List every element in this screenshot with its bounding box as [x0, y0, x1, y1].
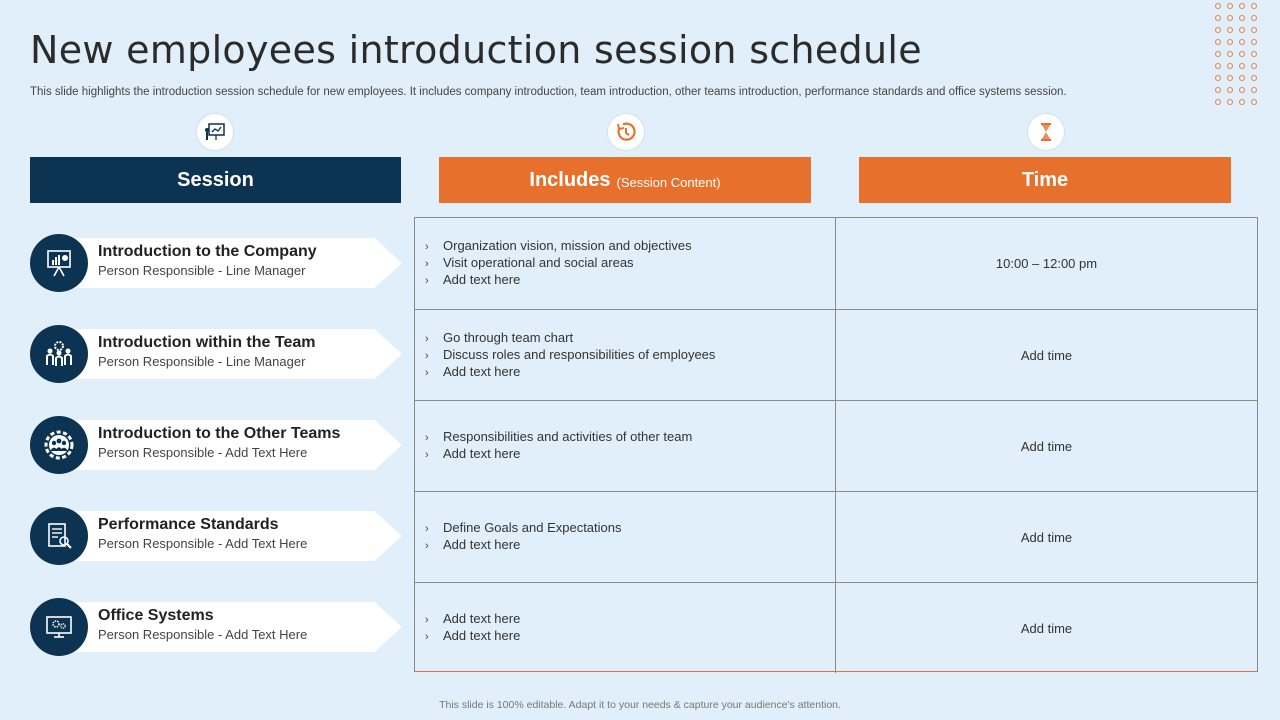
includes-cell: › Organization vision, mission and objectives › Visit operational and social areas › Add text here	[415, 218, 836, 309]
time-header: Time	[859, 157, 1231, 203]
table-row	[415, 218, 1257, 309]
bullet-icon: ›	[425, 275, 429, 287]
bullet-icon: ›	[425, 449, 429, 461]
session-title: Introduction within the Team	[98, 334, 316, 351]
includes-cell: › Add text here › Add text here	[415, 583, 836, 673]
page-subtitle: This slide highlights the introduction session schedule for new employees. It includes company introduction, team introduction, other teams introduction, performance standards and office systems session.	[30, 86, 1067, 98]
hourglass-icon	[1028, 114, 1064, 150]
session-person: Person Responsible - Line Manager	[98, 263, 306, 278]
presentation-icon	[197, 114, 233, 150]
includes-cell: › Define Goals and Expectations › Add text here	[415, 492, 836, 582]
time-cell: Add time	[1020, 438, 1073, 454]
session-person: Person Responsible - Add Text Here	[98, 627, 308, 642]
session-row	[30, 416, 402, 474]
session-person: Person Responsible - Add Text Here	[98, 445, 308, 460]
session-row	[30, 234, 402, 292]
group-gear-icon	[30, 416, 88, 474]
session-header: Session	[30, 157, 401, 203]
session-title: Introduction to the Other Teams	[98, 425, 341, 442]
monitor-gear-icon	[30, 598, 88, 656]
page-title: New employees introduction session schedule	[30, 28, 922, 72]
bullet-icon: ›	[425, 540, 429, 552]
clock-icon	[608, 114, 644, 150]
bullet-icon: ›	[425, 349, 429, 362]
time-cell: Add time	[1020, 347, 1073, 363]
time-cell: Add time	[1020, 529, 1073, 545]
session-title: Introduction to the Company	[98, 243, 317, 260]
time-cell: Add time	[1020, 620, 1073, 636]
bullet-icon: ›	[425, 332, 429, 345]
table-row	[415, 400, 1257, 491]
session-row	[30, 507, 402, 565]
session-person: Person Responsible - Add Text Here	[98, 536, 308, 551]
footer-note: This slide is 100% editable. Adapt it to your needs & capture your audience's attention.	[439, 699, 841, 711]
schedule-table	[414, 217, 1258, 672]
includes-cell: › Go through team chart › Discuss roles and responsibilities of employees › Add text here	[415, 310, 836, 400]
bullet-icon: ›	[425, 241, 429, 253]
checklist-icon	[30, 507, 88, 565]
decorative-dots	[1212, 0, 1260, 118]
bullet-icon: ›	[425, 258, 429, 270]
bullet-icon: ›	[425, 366, 429, 379]
session-title: Performance Standards	[98, 516, 279, 533]
team-icon	[30, 325, 88, 383]
bullet-icon: ›	[425, 432, 429, 444]
presentation-board-icon	[30, 234, 88, 292]
table-row	[415, 309, 1257, 400]
table-row	[415, 582, 1257, 673]
includes-cell: › Responsibilities and activities of other team › Add text here	[415, 401, 836, 491]
bullet-icon: ›	[425, 523, 429, 535]
session-row	[30, 598, 402, 656]
includes-header: Includes (Session Content)	[439, 157, 811, 203]
session-title: Office Systems	[98, 607, 214, 624]
bullet-icon: ›	[425, 614, 429, 626]
bullet-icon: ›	[425, 631, 429, 643]
session-person: Person Responsible - Line Manager	[98, 354, 306, 369]
session-row	[30, 325, 402, 383]
time-cell: 10:00 – 12:00 pm	[995, 256, 1098, 271]
table-row	[415, 491, 1257, 582]
